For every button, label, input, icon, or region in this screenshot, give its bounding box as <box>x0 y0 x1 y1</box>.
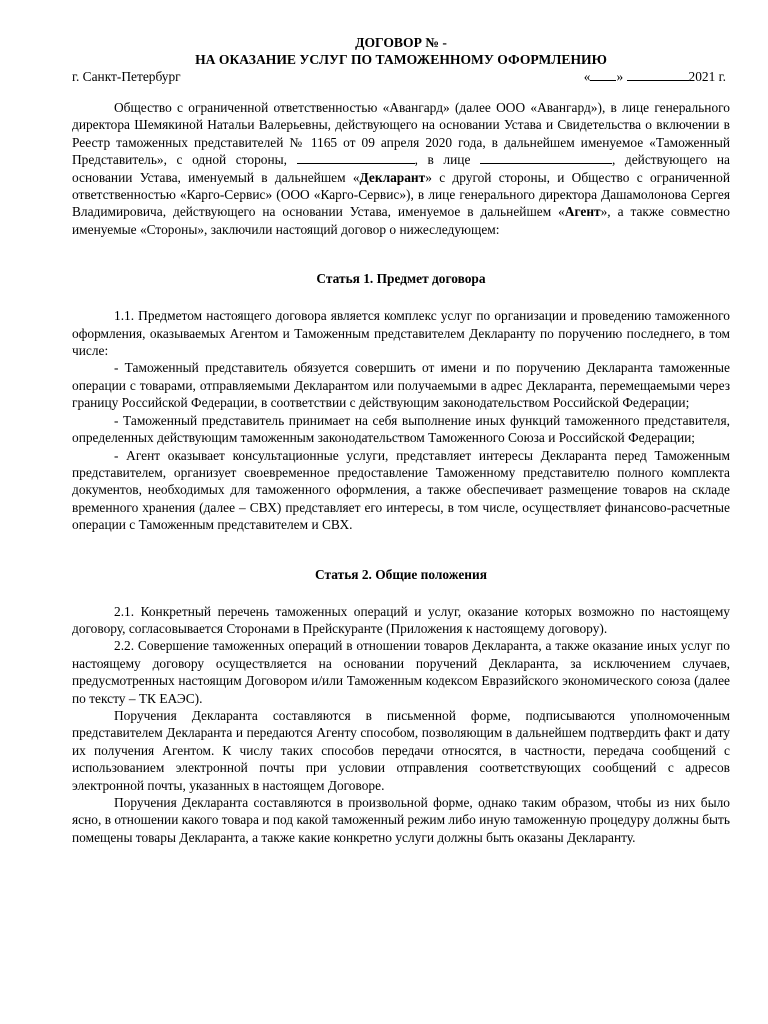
article-2-heading: Статья 2. Общие положения <box>315 566 487 582</box>
date-day-blank <box>590 68 616 81</box>
declarant-term: Декларант <box>359 169 426 185</box>
date-year: 2021 г. <box>688 69 726 84</box>
preamble-part-5: », а также совместно именуемые «Стороны», заключили настоящий договор о нижеследующем: <box>72 204 730 237</box>
clause-1-1-bullet-1: - Таможенный представитель обязуется совершить от имени и по поручению Декларанта таможенные операции с товарами, отправляемыми Декларантом или получаемыми в адрес Декларанта, перемещаемыми через границу Российской Федерации, в соответствии с действующим законодательством Российской Федерации; <box>72 360 730 411</box>
city-date-line <box>72 68 730 85</box>
title-line-1: ДОГОВОР № - <box>355 35 447 50</box>
declarant-representative-blank <box>480 151 612 164</box>
date-close-quote: » <box>616 69 624 84</box>
clause-1-1-bullet-2: - Таможенный представитель принимает на себя выполнение иных функций таможенного представителя, определенных действующим таможенным законодательством Таможенного Союза и Российской Федерации; <box>72 412 730 446</box>
contract-title <box>72 34 730 68</box>
clause-1-1: 1.1. Предметом настоящего договора является комплекс услуг по организации и проведению таможенного оформления, оказываемых Агентом и Таможенным представителем Декларанту по поручению последнего, в том числе: <box>72 308 730 359</box>
title-line-2: НА ОКАЗАНИЕ УСЛУГ ПО ТАМОЖЕННОМУ ОФОРМЛЕНИЮ <box>195 52 607 67</box>
date-month-blank <box>627 68 689 81</box>
preamble <box>72 99 730 238</box>
clause-2-2-orders-content: Поручения Декларанта составляются в произвольной форме, однако таким образом, чтобы из них было ясно, в отношении какого товара и под какой таможенный режим либо иную таможенную процедуру должны быть помещены товары Декларанта, а также какие конкретно услуги должны быть оказаны Декларанту. <box>72 795 730 845</box>
clause-2-1: 2.1. Конкретный перечень таможенных операций и услуг, оказание которых возможно по настоящему договору, согласовывается Сторонами в Прейскуранте (Приложения к настоящему договору). <box>72 603 730 636</box>
contract-date <box>584 68 730 85</box>
clause-2-2: 2.2. Совершение таможенных операций в отношении товаров Декларанта, а также оказание иных услуг по настоящему договору осуществляется на основании поручений Декларанта, за исключением случаев, предусмотренных настоящим Договором и/или Таможенным кодексом Евразийского экономического союза (далее по тексту – ТК ЕАЭС). <box>72 638 730 706</box>
contract-page <box>72 34 730 846</box>
clause-2-2-orders-form: Поручения Декларанта составляются в письменной форме, подписываются уполномоченным представителем Декларанта и передаются Агенту способом, позволяющим в дальнейшем подтвердить факт и дату их получения Агентом. К числу таких способов передачи относятся, в частности, передача сообщений с использованием электронной почты при условии отправления соответствующих сообщений с адресов электронной почты, указанных в настоящем Договоре. <box>72 707 730 793</box>
clause-1-1-bullet-3: - Агент оказывает консультационные услуги, представляет интересы Декларанта перед Таможенным представителем, организует своевременное предоставление Таможенному представителю полного комплекта документов, необходимых для таможенного оформления, а также обеспечивает размещение товаров на складе временного хранения (далее – СВХ) представляет его интересы, в том числе, осуществляет финансово-расчетные операции с Таможенным представителем и СВХ. <box>72 447 730 533</box>
preamble-part-1: Общество с ограниченной ответственностью «Авангард» (далее ООО «Авангард»), в лице генерального директора Шемякиной Натальи Валерьевны, действующего на основании Устава и Свидетельства о включении в Реестр таможенных представителей № 1165 от 09 апреля 2020 года, в дальнейшем именуемое «Таможенный Представитель», с одной стороны, <box>72 100 730 168</box>
date-open-quote: « <box>583 69 591 84</box>
article-1-heading: Статья 1. Предмет договора <box>316 271 486 287</box>
preamble-part-4: » с другой стороны, и Общество с ограниченной ответственностью «Карго-Сервис» (ООО «Карго-Сервис»), в лице генерального директора Дашамолонова Сергея Владимировича, действующего на основании Устава, именуемое в дальнейшем « <box>72 169 730 220</box>
declarant-name-blank <box>297 151 415 164</box>
preamble-part-2: , в лице <box>414 152 471 168</box>
preamble-part-3: , действующего на основании Устава, именуемый в дальнейшем « <box>72 152 731 185</box>
city: г. Санкт-Петербург <box>72 69 181 84</box>
agent-term: Агент <box>564 204 601 220</box>
